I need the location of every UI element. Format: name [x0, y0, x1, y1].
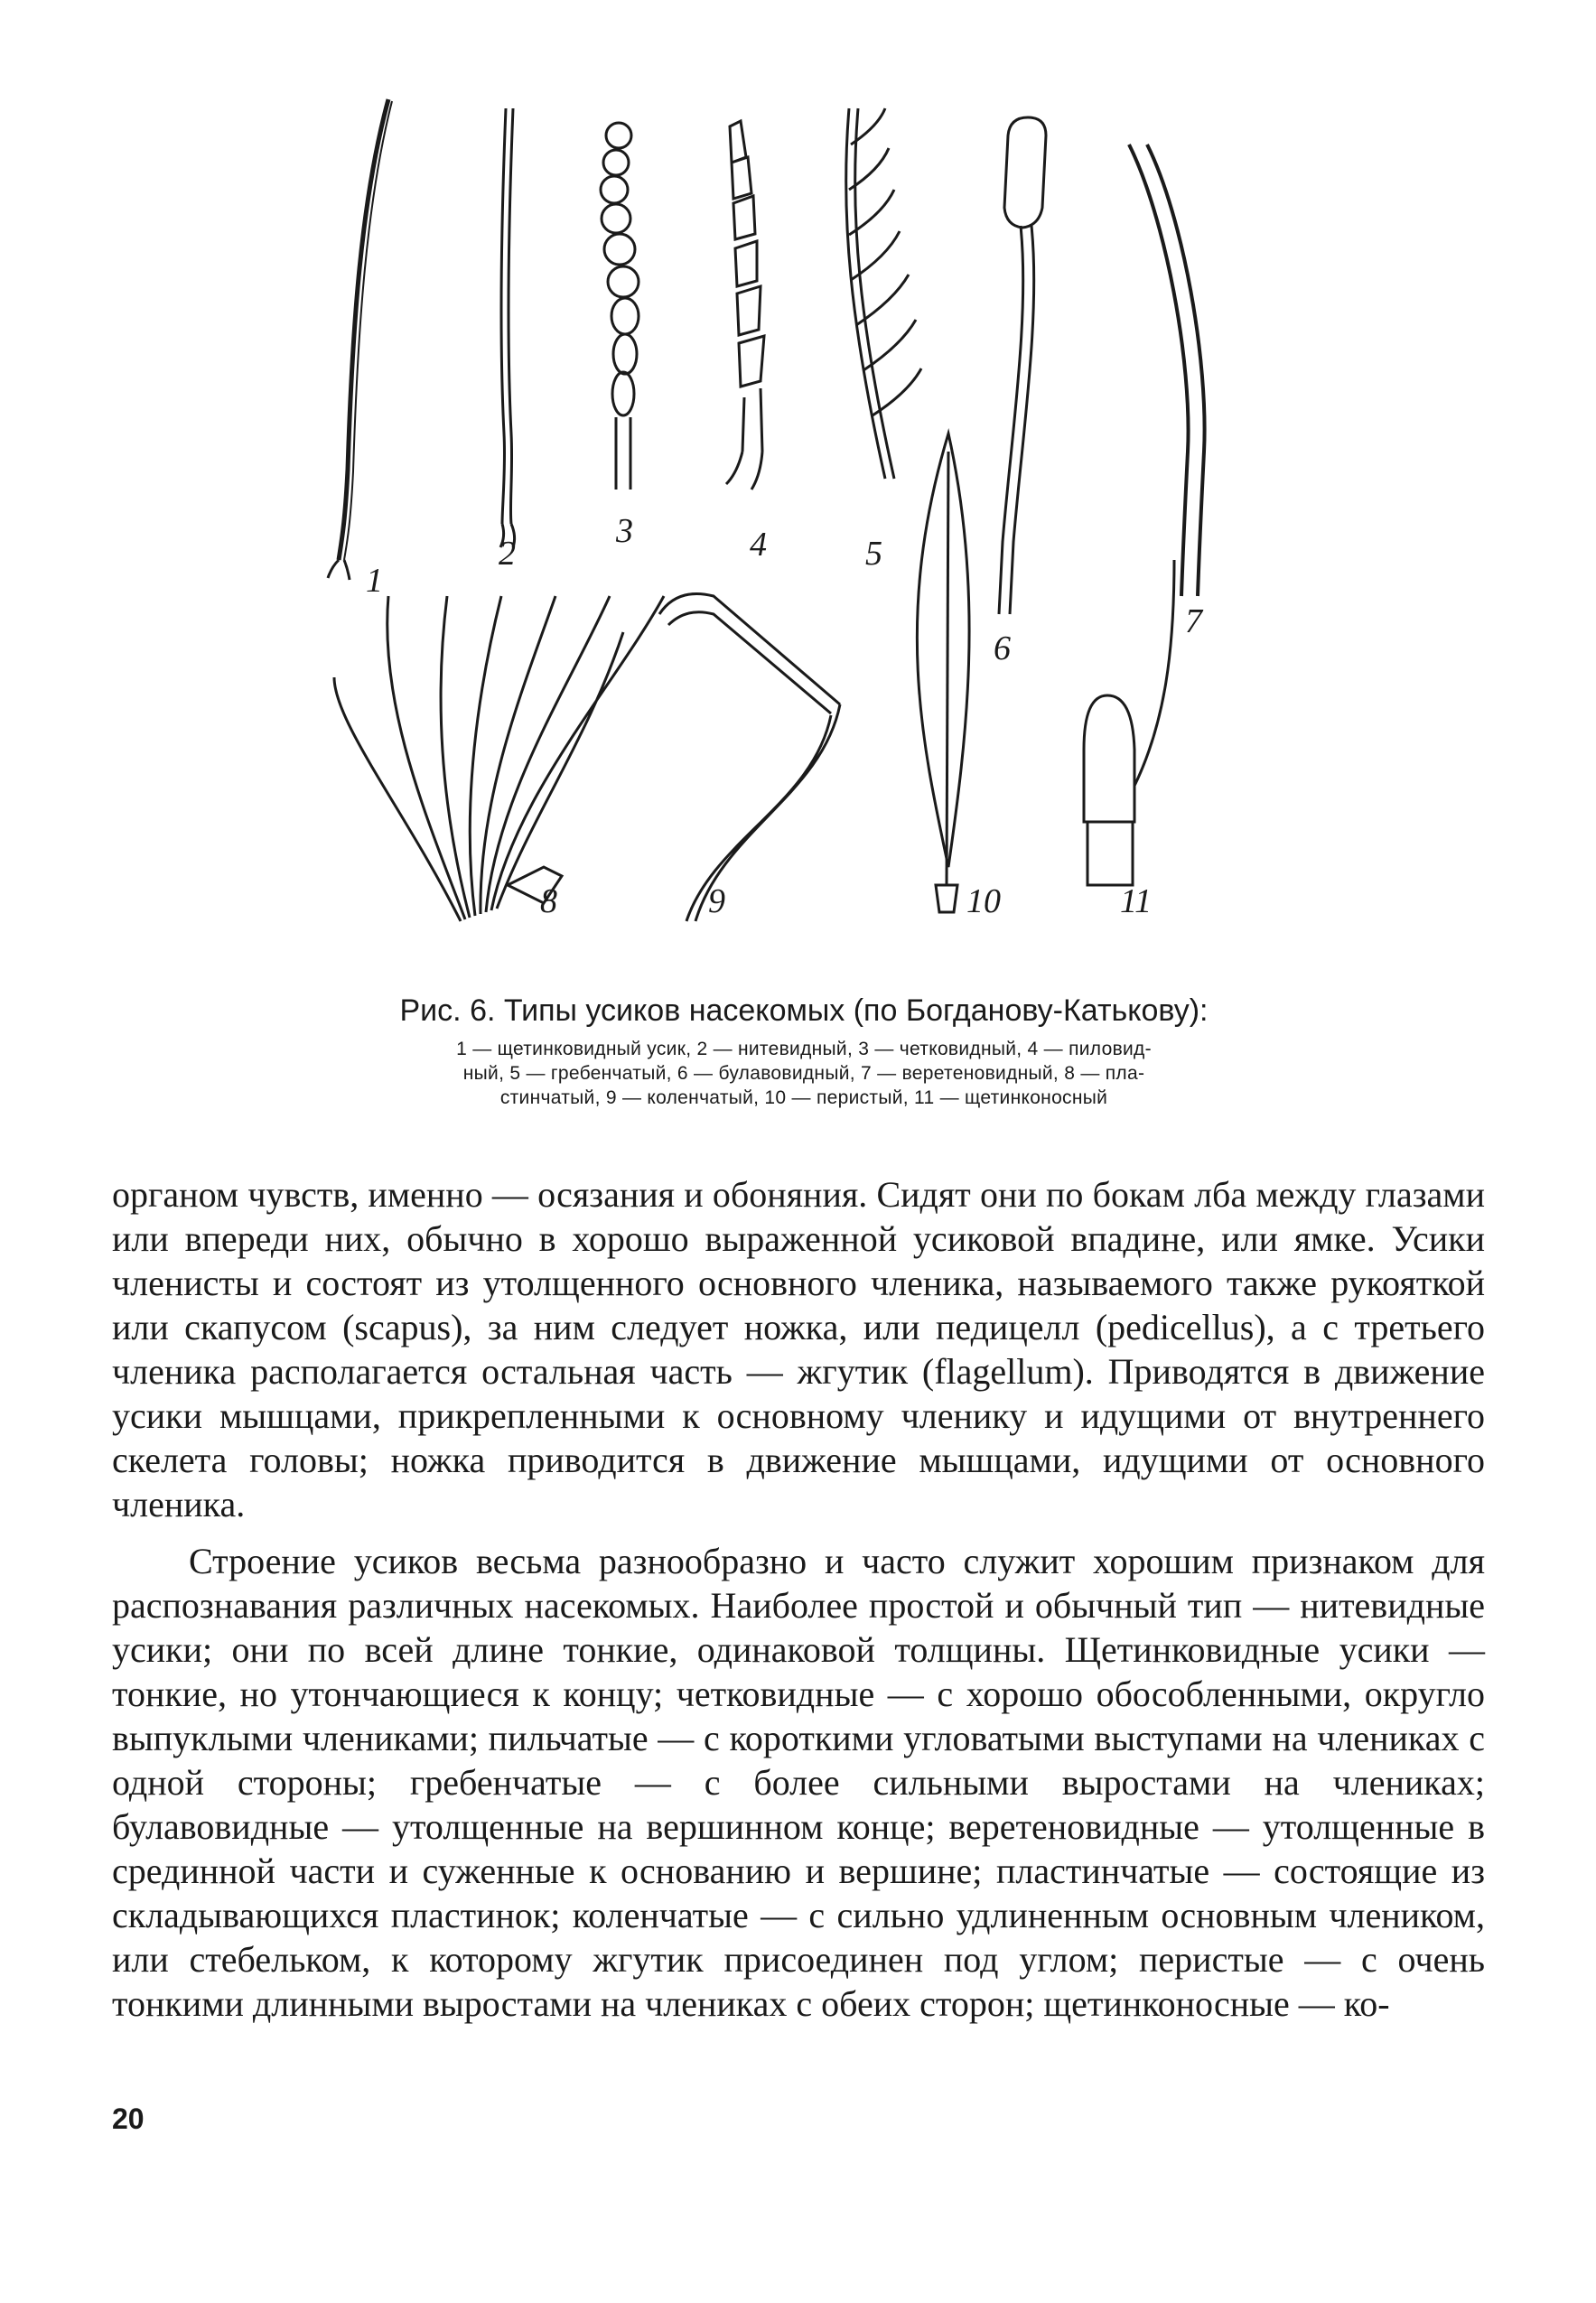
antenna-2-filiform	[500, 108, 515, 547]
page-number: 20	[112, 2103, 145, 2135]
figure-caption	[262, 992, 1346, 1110]
figure-label-4: 4	[750, 526, 767, 564]
body-text	[112, 1172, 1485, 2026]
antenna-7-fusiform	[1129, 145, 1205, 596]
figure-label-8: 8	[540, 882, 557, 920]
antenna-3-moniliform	[601, 123, 639, 490]
antenna-11-aristate	[1084, 560, 1174, 885]
antenna-types-figure	[298, 90, 1328, 957]
figure-caption-title: Рис. 6. Типы усиков насекомых (по Богданову-Катькову):	[399, 993, 1209, 1028]
figure-label-2: 2	[499, 535, 516, 573]
figure-label-6: 6	[994, 629, 1011, 667]
body-paragraph-1: органом чувств, именно — осязания и обоняния. Сидят они по бокам лба между глазами или впереди них, обычно в хорошо выраженной усиковой впадине, или ямке. Усики членисты и состоят из утолщенного основного членика, называемого также рукояткой или скапусом (scapus), за ним следует ножка, или педицелл (pedicellus), а с третьего членика располагается остальная часть — жгутик (flagellum). Приводятся в движение усики мышцами, прикрепленными к основному членику и идущими от внутреннего скелета головы; ножка приводится в движение мышцами, идущими от основного членика.	[112, 1174, 1485, 1524]
antenna-9-geniculate	[659, 594, 840, 922]
figure-label-5: 5	[865, 535, 882, 573]
figure-label-11: 11	[1120, 882, 1153, 920]
antenna-illustration	[298, 90, 1328, 957]
antenna-10-plumose	[917, 434, 969, 912]
figure-caption-legend-line-1: 1 — щетинковидный усик, 2 — нитевидный, 3 — четковидный, 4 — пиловид-	[456, 1039, 1152, 1059]
antenna-1-setaceous	[328, 99, 392, 580]
figure-label-10: 10	[966, 882, 1001, 920]
antenna-5-pectinate	[846, 108, 921, 479]
figure-caption-legend-line-2: ный, 5 — гребенчатый, 6 — булавовидный, 7 — веретеновидный, 8 — пла-	[462, 1063, 1145, 1084]
body-paragraph-2: Строение усиков весьма разнообразно и часто служит хорошим признаком для распознавания различных насекомых. Наиболее простой и обычный тип — нитевидные усики; они по всей длине тонкие, одинаковой толщины. Щетинковидные усики — тонкие, но утончающиеся к концу; четковидные — с хорошо обособленными, округло выпуклыми члениками; пильчатые — с короткими угловатыми выступами на члениках с одной стороны; гребенчатые — с более сильными выростами на члениках; булавовидные — утолщенные на вершинном конце; веретеновидные — утолщенные в срединной части и суженные к основанию и вершине; пластинчатые — состоящие из складывающихся пластинок; коленчатые — с сильно удлиненным основным члеником, или стебельком, к которому жгутик присоединен под углом; перистые — с очень тонкими длинными выростами на члениках с обеих сторон; щетинконосные — ко-	[112, 1541, 1485, 2024]
figure-caption-legend-line-3: стинчатый, 9 — коленчатый, 10 — перистый, 11 — щетинконосный	[499, 1087, 1108, 1108]
antenna-4-serrate	[726, 121, 764, 490]
figure-label-7: 7	[1185, 602, 1202, 640]
figure-caption-legend	[262, 1037, 1346, 1110]
antenna-8-lamellate	[334, 596, 664, 921]
figure-label-1: 1	[366, 562, 383, 600]
figure-label-3: 3	[616, 512, 633, 550]
antenna-6-clavate	[999, 117, 1046, 614]
figure-label-9: 9	[708, 882, 725, 920]
